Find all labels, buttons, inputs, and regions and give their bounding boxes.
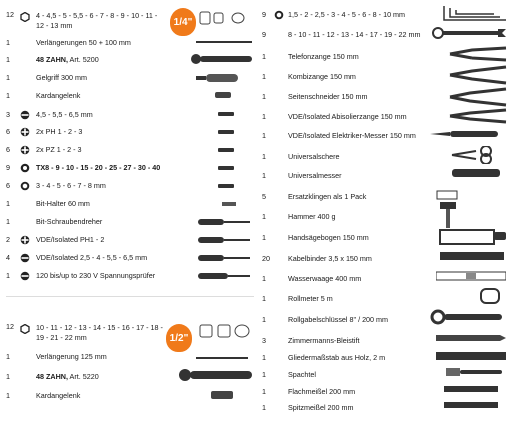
bit-icon xyxy=(218,182,234,190)
pliers-icon xyxy=(448,64,508,86)
item-text: Seitenschneider 150 mm xyxy=(288,92,368,101)
pencil-icon xyxy=(436,334,506,342)
item-text: 1,5 - 2 - 2,5 - 3 - 4 - 5 - 6 - 8 - 10 mm xyxy=(288,10,406,19)
bit-icon xyxy=(218,110,234,118)
quantity: 1 xyxy=(6,55,10,64)
hex-bit-icon xyxy=(20,181,30,191)
item-text: Gelgriff 300 mm xyxy=(36,73,87,82)
hex-socket-icon xyxy=(20,12,30,22)
flat-bit-icon xyxy=(20,271,30,281)
item-text-bold: 48 ZAHN, xyxy=(36,55,68,64)
hacksaw-icon xyxy=(438,226,508,246)
quantity: 1 xyxy=(6,352,10,361)
quantity: 3 xyxy=(6,110,10,119)
knife-icon xyxy=(430,128,500,140)
item-text: VDE/Isolated 2,5 - 4 - 5,5 - 6,5 mm xyxy=(36,253,148,262)
drive-size-badge: 1/4" xyxy=(170,8,196,36)
quantity: 20 xyxy=(262,254,270,263)
item-text: 120 bis/up to 230 V Spannungsprüfer xyxy=(36,271,156,280)
spirit-level-icon xyxy=(436,270,506,282)
item-text: Verlängerung 125 mm xyxy=(36,352,107,361)
quantity: 1 xyxy=(262,72,266,81)
quantity: 12 xyxy=(6,322,14,331)
wire-stripper-icon xyxy=(448,107,508,125)
item-text: Universalschere xyxy=(288,152,340,161)
tape-measure-icon xyxy=(480,288,500,304)
item-text-bold: TX8 - 9 - 10 - 15 - 20 - 25 - 27 - 30 - 40 xyxy=(36,163,161,172)
item-text: 2x PZ 1 - 2 - 3 xyxy=(36,145,82,154)
extension-bar-icon xyxy=(196,354,248,362)
quantity: 1 xyxy=(262,171,266,180)
item-text: Kabelbinder 3,5 x 150 mm xyxy=(288,254,372,263)
item-text: Telefonzange 150 mm xyxy=(288,52,359,61)
quantity: 1 xyxy=(262,387,266,396)
item-text: Hammer 400 g xyxy=(288,212,336,221)
quantity: 1 xyxy=(6,91,10,100)
cable-ties-icon xyxy=(440,250,504,262)
item-text: Spitzmeißel 200 mm xyxy=(288,403,354,412)
quantity: 1 xyxy=(262,403,266,412)
item-text: Universalmesser xyxy=(288,171,342,180)
item-text: Art. 5220 xyxy=(67,372,99,381)
item-text: Kombizange 150 mm xyxy=(288,72,356,81)
quantity: 4 xyxy=(6,253,10,262)
quantity: 9 xyxy=(6,163,10,172)
item-text: 2x PH 1 - 2 - 3 xyxy=(36,127,83,136)
quantity: 1 xyxy=(262,274,266,283)
ratchet-icon xyxy=(190,52,254,66)
phillips-bit-icon xyxy=(20,235,30,245)
quantity: 9 xyxy=(262,10,266,19)
item-text: Zimmermanns-Bleistift xyxy=(288,336,360,345)
quantity: 1 xyxy=(6,391,10,400)
item-text: Art. 5200 xyxy=(67,55,99,64)
hex-socket-icon xyxy=(20,324,30,334)
combination-wrench-icon xyxy=(430,26,510,40)
quantity: 1 xyxy=(262,294,266,303)
ratchet-icon xyxy=(178,367,254,383)
pozidriv-bit-icon xyxy=(20,145,30,155)
screwdriver-icon xyxy=(198,216,252,228)
quantity: 6 xyxy=(6,181,10,190)
item-text: Kardangelenk xyxy=(36,91,81,100)
item-text: 4,5 - 5,5 - 6,5 mm xyxy=(36,110,93,119)
quantity: 2 xyxy=(6,235,10,244)
drive-size-badge: 1/2" xyxy=(166,324,192,352)
extension-bar-icon xyxy=(196,38,252,46)
flat-bit-icon xyxy=(20,253,30,263)
item-text: 3 - 4 - 5 - 6 - 7 - 8 mm xyxy=(36,181,106,190)
bit-icon xyxy=(218,128,234,136)
item-text: Handsägebogen 150 mm xyxy=(288,233,369,242)
quantity: 1 xyxy=(262,233,266,242)
quantity: 1 xyxy=(262,315,266,324)
quantity: 1 xyxy=(6,271,10,280)
quantity: 3 xyxy=(262,336,266,345)
item-text-bold: 48 ZAHN, xyxy=(36,372,68,381)
item-text: 4 - 4,5 - 5 - 5,5 - 6 - 7 - 8 - 9 - 10 - 11 - 12 - 13 mm xyxy=(36,11,158,30)
quantity: 1 xyxy=(262,52,266,61)
item-text: 8 - 10 - 11 - 12 - 13 - 14 - 17 - 19 - 22 mm xyxy=(288,30,421,39)
item-text: VDE/Isolated PH1 - 2 xyxy=(36,235,105,244)
adjustable-wrench-icon xyxy=(430,306,506,328)
screwdriver-icon xyxy=(198,252,252,264)
quantity: 5 xyxy=(262,192,266,201)
quantity: 1 xyxy=(6,372,10,381)
quantity: 1 xyxy=(262,212,266,221)
hex-key-set-icon xyxy=(440,4,510,24)
quantity: 1 xyxy=(6,38,10,47)
blades-icon xyxy=(436,190,458,200)
phillips-bit-icon xyxy=(20,127,30,137)
flat-bit-icon xyxy=(20,110,30,120)
universal-joint-icon xyxy=(214,89,232,101)
folding-rule-icon xyxy=(436,350,506,362)
hammer-icon xyxy=(440,202,456,228)
torx-bit-icon xyxy=(20,163,30,173)
pliers-icon xyxy=(448,44,508,64)
quantity: 1 xyxy=(262,112,266,121)
bit-holder-icon xyxy=(222,200,236,208)
item-text: VDE/Isolated Abisolierzange 150 mm xyxy=(288,112,407,121)
bit-icon xyxy=(218,146,234,154)
item-text: Wasserwaage 400 mm xyxy=(288,274,362,283)
item-text: 10 - 11 - 12 - 13 - 14 - 15 - 16 - 17 - 18 - 19 - 21 - 22 mm xyxy=(36,323,163,342)
utility-knife-icon xyxy=(450,166,506,180)
item-text: Ersatzklingen als 1 Pack xyxy=(288,192,367,201)
handle-icon xyxy=(196,72,240,84)
socket-tools-icon xyxy=(198,8,256,28)
divider xyxy=(6,296,254,297)
quantity: 1 xyxy=(262,92,266,101)
socket-tools-icon xyxy=(198,322,254,340)
quantity: 6 xyxy=(6,127,10,136)
quantity: 1 xyxy=(262,131,266,140)
quantity: 1 xyxy=(6,73,10,82)
voltage-tester-icon xyxy=(198,270,252,282)
chisel-icon xyxy=(444,384,498,394)
quantity: 12 xyxy=(6,10,14,19)
item-text: Verlängerungen 50 + 100 mm xyxy=(36,38,131,47)
hex-socket-icon xyxy=(274,10,284,20)
quantity: 9 xyxy=(262,30,266,39)
quantity: 1 xyxy=(262,353,266,362)
quantity: 1 xyxy=(6,217,10,226)
screwdriver-icon xyxy=(198,234,252,246)
item-text: Spachtel xyxy=(288,370,316,379)
item-text: VDE/Isolated Elektriker-Messer 150 mm xyxy=(288,131,416,140)
item-text: Bit-Schraubendreher xyxy=(36,217,103,226)
item-text: Rollgabelschlüssel 8" / 200 mm xyxy=(288,315,389,324)
scissors-icon xyxy=(450,146,506,164)
bit-icon xyxy=(218,164,234,172)
cutters-icon xyxy=(448,86,508,108)
quantity: 1 xyxy=(262,152,266,161)
chisel-icon xyxy=(444,400,498,410)
item-text: Rollmeter 5 m xyxy=(288,294,333,303)
quantity: 1 xyxy=(262,370,266,379)
item-text: Kardangelenk xyxy=(36,391,81,400)
quantity: 6 xyxy=(6,145,10,154)
universal-joint-icon xyxy=(210,388,234,402)
item-text: Bit-Halter 60 mm xyxy=(36,199,90,208)
quantity: 1 xyxy=(6,199,10,208)
item-text: Flachmeißel 200 mm xyxy=(288,387,356,396)
item-text: Gliedermaßstab aus Holz, 2 m xyxy=(288,353,386,362)
spatula-icon xyxy=(444,366,504,378)
